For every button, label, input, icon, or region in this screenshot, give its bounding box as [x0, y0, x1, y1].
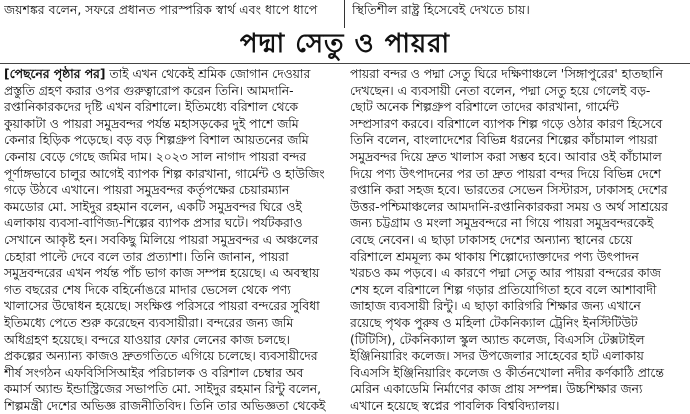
right-column-line-text: দিয়ে পণ্য উৎপাদনের পর তা দ্রুত পায়রা বন্দর দিয়ে বিভিন্ন দেশে [350, 166, 661, 181]
left-column-line [4, 215, 342, 232]
right-column-line [350, 99, 686, 116]
right-column-line [350, 166, 686, 183]
left-column-line-text: কমার্স অ্যান্ড ইন্ডাস্ট্রিজের সভাপতি মো. সাইদুর রহমান রিন্টু বলেন, [4, 382, 321, 397]
article-column-right [350, 66, 686, 414]
right-column-line-text: জন্য চট্টগ্রাম ও মংলা সমুদ্রবন্দরে না গিয়ে পায়রা সমুদ্রবন্দরকেই [350, 216, 654, 231]
right-column-line-text: সম্প্রসারণ করবে। বরিশালে ব্যাপক শিল্প গড়ে ওঠার কারণ হিসেবে [350, 116, 663, 131]
right-column-line [350, 199, 686, 216]
left-column-line-text: এলাকায় ব্যবসা-বাণিজ্য-শিল্পের ব্যাপক প্রসার ঘটে। পর্যটকরাও [4, 216, 303, 231]
left-column-line-text: শীর্ষ সংগঠন এফবিসিসিআইর পরিচালক ও বরিশাল চেম্বার অব [4, 365, 304, 380]
right-column-line [350, 116, 686, 133]
right-column-line-text: দেখছেন। এ ব্যবসায়ী নেতা বলেন, পদ্মা সেতু হয়ে গেলেই বড়- [350, 83, 651, 98]
right-column-line-text: ইঞ্জিনিয়ারিং কলেজ। সদর উপজেলার সাহেবের হাট এলাকায় [350, 349, 644, 364]
left-column-line [4, 182, 342, 199]
left-column-line [4, 132, 342, 149]
right-column-line [350, 332, 686, 349]
left-column-line [4, 282, 342, 299]
right-column-line-text: মেরিন একাডেমি নির্মাণের কাজ প্রায় সম্পন্ন। উচ্চশিক্ষার জন্য [350, 382, 643, 397]
previous-article-right-line: স্থিতিশীল রাষ্ট্র হিসেবেই দেখতে চায়। [352, 2, 530, 17]
right-column-line-text: (টিটিসি), টেকনিক্যাল স্কুল অ্যান্ড কলেজ, বিএসসি টেক্সটাইল [350, 332, 645, 347]
right-column-line [350, 83, 686, 100]
headline-rule [0, 63, 690, 64]
left-column-line [4, 166, 342, 183]
left-column-line-text: কুয়াকাটা ও পায়রা সমুদ্রবন্দর পর্যন্ত মহাসড়কের দুই পাশে জমি [4, 116, 299, 131]
right-column-line-text: খরচও কম পড়বে। এ কারণে পদ্মা সেতু আর পায়রা বন্দরের কাজ [350, 266, 661, 281]
left-column-line [4, 249, 342, 266]
previous-article-left-line: জয়শঙ্কর বলেন, সফরে প্রধানত পারস্পরিক স্বার্থ এবং ধাপে ধাপে [4, 2, 318, 17]
right-column-line-text: বরিশালে শ্রমমূল্য কম থাকায় শিল্পোদ্যোক্তাদের পণ্য উৎপাদন [350, 249, 639, 264]
right-column-line [350, 149, 686, 166]
left-column-line-text: গড়ে উঠবে এখানে। পায়রা সমুদ্রবন্দর কর্তৃপক্ষের চেয়ারম্যান [4, 183, 290, 198]
left-column-line [4, 381, 342, 398]
right-column-line-text: সমুদ্রবন্দর দিয়ে দ্রুত খালাস করা সম্ভব হবে। আবার ওই কাঁচামাল [350, 149, 662, 164]
left-column-line [4, 83, 342, 100]
right-column-line-text: রয়েছে পৃথক পুরুষ ও মহিলা টেকনিক্যাল ট্রেনিং ইনস্টিটিউট [350, 315, 638, 330]
right-column-line-text: ছোট অনেক শিল্পগ্রুপ বরিশালে তাদের কারখানা, গার্মেন্ট [350, 100, 619, 115]
right-column-line [350, 398, 686, 414]
left-column-line [4, 398, 342, 414]
left-column-line-text: চেহারা পাল্টে দেবে বলে তার প্রত্যাশা। তিনি জানান, পায়রা [4, 249, 289, 264]
left-column-line-text: তাই এখন থেকেই শ্রমিক জোগান দেওয়ার [105, 67, 311, 81]
left-column-line-text: রপ্তানিকারকদের দৃষ্টি এখন বরিশালে। ইতিমধ্যে বরিশাল থেকে [4, 100, 299, 115]
left-column-line [4, 149, 342, 166]
left-column-line-text: অধিগ্রহণ হয়েছে। বন্দরে যাওয়ার ফোর লেনের কাজ চলছে। [4, 332, 290, 347]
left-column-line [4, 265, 342, 282]
left-column-line [4, 365, 342, 382]
right-column-line-text: বিএসসি ইঞ্জিনিয়ারিং কলেজ ও কীর্তনখোলা নদীর কর্ণকাঠি প্রান্তে [350, 365, 664, 380]
left-column-line-text: কেনার হিড়িক পড়েছে। বড় বড় শিল্পগ্রুপ বিশাল আয়তনের জমি [4, 133, 309, 148]
left-column-line-text: কমডোর মো. সাইদুর রহমান বলেন, একটি সমুদ্রবন্দর ঘিরে ওই [4, 199, 302, 214]
right-column-line [350, 381, 686, 398]
left-column-line-text: কেনায় বেড়ে গেছে জমির দাম। ২০২৩ সাল নাগাদ পায়রা বন্দর [4, 149, 307, 164]
right-column-line [350, 232, 686, 249]
right-column-line [350, 315, 686, 332]
right-column-line [350, 249, 686, 266]
right-column-line [350, 265, 686, 282]
right-column-line-text: রপ্তানি করা সহজ হবে। ভারতের সেভেন সিস্টারস, ঢাকাসহ দেশের [350, 183, 668, 198]
left-column-line [4, 199, 342, 216]
right-column-line-text: শেষ হলে বরিশালে শিল্প গড়ার প্রতিযোগিতা হবে বলে আশাবাদী [350, 282, 657, 297]
right-column-line [350, 282, 686, 299]
right-column-line [350, 298, 686, 315]
right-column-line [350, 365, 686, 382]
left-column-line-text: খালাসের উদ্বোধন হয়েছে। সংক্ষিপ্ত পরিসরে পায়রা বন্দরের সুবিধা [4, 299, 320, 314]
right-column-line [350, 215, 686, 232]
right-column-line-text: বেছে নেবেন। এ ছাড়া ঢাকাসহ দেশের অন্যান্য স্থানের চেয়ে [350, 232, 633, 247]
left-column-line-text: পূর্ণাঙ্গভাবে চালুর আগেই ব্যাপক শিল্প কারখানা, গার্মেন্ট ও হাউজিং [4, 166, 325, 181]
left-column-line [4, 116, 342, 133]
left-column-line-text: ইতিমধ্যে পেতে শুরু করেছেন ব্যবসায়ীরা। বন্দরের জন্য জমি [4, 315, 294, 330]
continued-from-back-page-kicker: [পেছনের পৃষ্ঠার পর] [4, 67, 106, 81]
left-column-line [4, 315, 342, 332]
left-column-line-text: গত বছরের শেষ দিকে বহির্নোঙরে মাদার ভেসেল থেকে পণ্য [4, 282, 291, 297]
article-headline: পদ্মা সেতু ও পায়রা [239, 29, 451, 59]
left-column-line [4, 332, 342, 349]
right-column-line-text: এখানে হয়েছে স্বপ্নের পাবলিক বিশ্ববিদ্যালয়। [350, 398, 560, 413]
left-column-line-text: সেখানে আকৃষ্ট হন। সবকিছু মিলিয়ে পায়রা সমুদ্রবন্দর এ অঞ্চলের [4, 232, 319, 247]
right-column-line-text: পায়রা বন্দর ও পদ্মা সেতু ঘিরে দক্ষিণাঞ্চলে 'সিঙ্গাপুরের' হাতছানি [350, 67, 663, 81]
left-column-line-text: শিল্পমন্ত্রী দেশের অভিজ্ঞ রাজনীতিবিদ। তিনি তার অভিজ্ঞতা থেকেই [4, 398, 326, 413]
left-column-line [4, 66, 342, 83]
right-column-line [350, 348, 686, 365]
left-column-line [4, 99, 342, 116]
right-column-line [350, 182, 686, 199]
right-column-line [350, 132, 686, 149]
right-column-line-text: উত্তর-পশ্চিমাঞ্চলের আমদানি-রপ্তানিকারকরা সময় ও অর্থ সাশ্রয়ের [350, 199, 668, 214]
left-column-line [4, 232, 342, 249]
left-column-line [4, 298, 342, 315]
right-column-line [350, 66, 686, 83]
left-column-line-text: প্রকল্পের অন্যান্য কাজও দ্রুতগতিতে এগিয়ে চলেছে। ব্যবসায়ীদের [4, 349, 318, 364]
article-column-left [4, 66, 342, 414]
left-column-line-text: প্রস্তুতি গ্রহণ করার ওপর গুরুত্বারোপ করেন তিনি। আমদানি- [4, 83, 294, 98]
right-column-line-text: জাহাজ ব্যবসায়ী রিন্টু। এ ছাড়া কারিগরি শিক্ষার জন্য এখানে [350, 299, 641, 314]
left-column-line-text: সমুদ্রবন্দরের এখন পর্যন্ত পাঁচ ভাগ কাজ সম্পন্ন হয়েছে। এ অবস্থায় [4, 266, 320, 281]
right-column-line-text: তিনি বলেন, বাংলাদেশের বিভিন্ন ধরনের শিল্পের কাঁচামাল পায়রা [350, 133, 658, 148]
left-column-line [4, 348, 342, 365]
